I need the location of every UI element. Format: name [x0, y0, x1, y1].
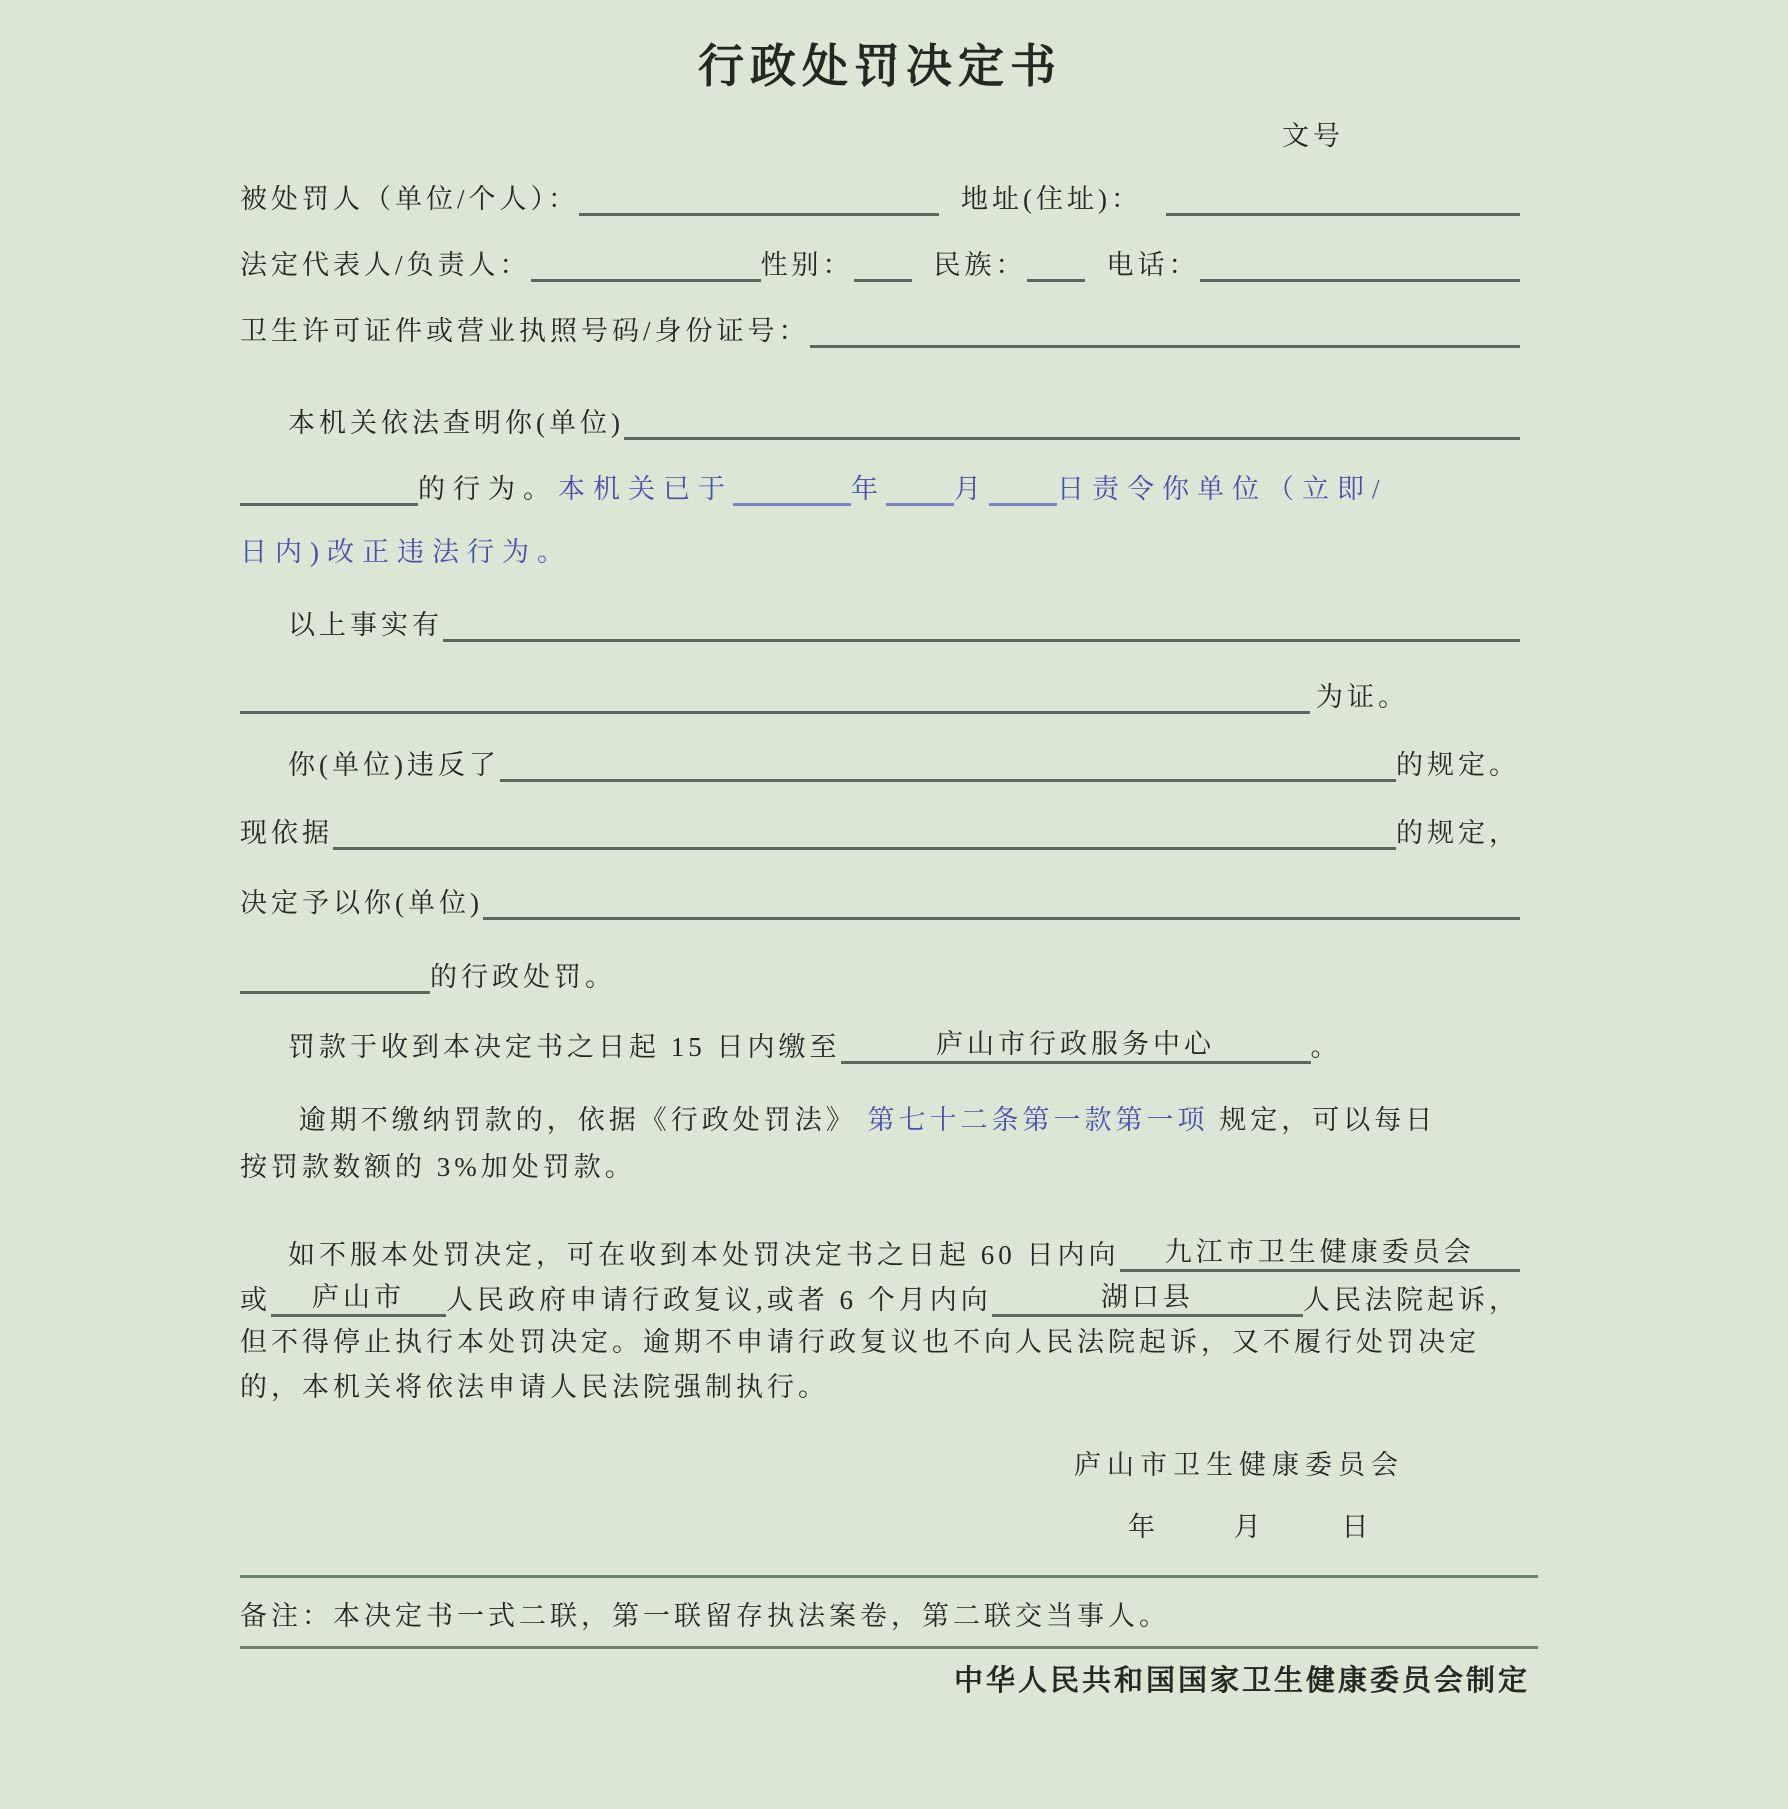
violation-blank	[500, 748, 1396, 782]
appeal-suffix: 人民法院起诉，	[1303, 1285, 1520, 1315]
facts-line-2	[240, 674, 1520, 714]
phone-label: 电话：	[1106, 250, 1200, 280]
issuing-authority: 庐山市卫生健康委员会	[1074, 1450, 1404, 1480]
fine-prefix: 罚款于收到本决定书之日起 15 日内缴至	[288, 1032, 841, 1062]
appeal-court-value: 湖口县	[1100, 1282, 1194, 1312]
fine-place-blank	[841, 1022, 1311, 1064]
order-year-blank	[733, 472, 851, 506]
overdue-clause: 第七十二条第一款第一项	[867, 1105, 1209, 1135]
overdue-prefix: 逾期不缴纳罚款的，依据《行政处罚法》	[298, 1105, 857, 1135]
appeal-line-3: 但不得停止执行本处罚决定。逾期不申请行政复议也不向人民法院起诉，又不履行处罚决定	[240, 1327, 1480, 1357]
behavior-suffix: 的行为。	[418, 474, 558, 504]
decision-line-1	[240, 880, 1520, 920]
appeal-line-1	[240, 1232, 1520, 1272]
decision-suffix: 的行政处罚。	[430, 962, 616, 992]
appeal-mid: 人民政府申请行政复议,或者 6 个月内向	[446, 1285, 992, 1315]
order-day-blank	[989, 472, 1057, 506]
address-label: 地址(住址)：	[961, 184, 1142, 214]
address-blank	[1166, 182, 1520, 216]
license-label: 卫生许可证件或营业执照号码/身份证号：	[240, 316, 810, 346]
appeal-court-blank	[992, 1275, 1303, 1317]
facts-blank	[443, 608, 1520, 642]
penalized-line	[240, 176, 1520, 216]
doc-number-label: 文号	[1282, 121, 1344, 151]
appeal-prefix: 如不服本处罚决定，可在收到本处罚决定书之日起 60 日内向	[288, 1240, 1120, 1270]
basis-blank	[333, 816, 1396, 850]
footer-note: 备注：本决定书一式二联，第一联留存执法案卷，第二联交当事人。	[240, 1601, 1170, 1631]
investigation-line-2	[240, 466, 1520, 506]
order-prefix: 本机关已于	[558, 474, 733, 504]
facts-line-1	[240, 602, 1520, 642]
appeal-or: 或	[240, 1285, 271, 1315]
decision-prefix: 决定予以你(单位)	[240, 888, 483, 918]
legal-rep-line	[240, 242, 1520, 282]
basis-line	[240, 810, 1520, 850]
overdue-line-1	[240, 1100, 1520, 1140]
appeal-org1-blank	[1120, 1230, 1521, 1272]
overdue-line-2: 按罚款数额的 3%加处罚款。	[240, 1152, 636, 1182]
fine-line	[240, 1024, 1520, 1064]
fine-place-value: 庐山市行政服务中心	[936, 1029, 1215, 1059]
date-year-label: 年	[1128, 1512, 1159, 1542]
date-month-label: 月	[1233, 1512, 1265, 1542]
appeal-gov-value: 庐山市	[312, 1282, 405, 1312]
footer-divider-top	[240, 1575, 1538, 1578]
decision-blank-2	[240, 960, 430, 994]
violation-line	[240, 742, 1520, 782]
gender-blank	[854, 248, 912, 282]
investigation-line-1	[240, 400, 1520, 440]
appeal-gov-blank	[271, 1275, 446, 1317]
penalized-label: 被处罚人（单位/个人）：	[240, 184, 580, 214]
appeal-line-2	[240, 1277, 1520, 1317]
investigation-blank	[624, 406, 1520, 440]
appeal-line-4: 的，本机关将依法申请人民法院强制执行。	[240, 1372, 829, 1402]
violation-prefix: 你(单位)违反了	[288, 750, 500, 780]
footer-issuer: 中华人民共和国国家卫生健康委员会制定	[953, 1665, 1530, 1697]
basis-suffix: 的规定，	[1396, 818, 1520, 848]
basis-prefix: 现依据	[240, 818, 333, 848]
date-day-label: 日	[1341, 1512, 1373, 1542]
appeal-org1-value: 九江市卫生健康委员会	[1164, 1237, 1475, 1267]
order-month-label: 月	[954, 474, 989, 504]
license-line	[240, 308, 1520, 348]
doc-number-row	[240, 118, 1520, 154]
violation-suffix: 的规定。	[1396, 750, 1520, 780]
overdue-suffix: 规定，可以每日	[1219, 1105, 1437, 1135]
gender-label: 性别：	[760, 250, 854, 280]
order-month-blank	[886, 472, 954, 506]
investigation-line-3: 日内)改正违法行为。	[240, 537, 572, 567]
behavior-blank	[240, 472, 418, 506]
investigation-prefix: 本机关依法查明你(单位)	[288, 408, 624, 438]
facts-suffix: 为证。	[1316, 682, 1409, 712]
order-year-label: 年	[851, 474, 886, 504]
facts-blank-2	[240, 680, 1310, 714]
penalized-blank	[579, 182, 939, 216]
facts-prefix: 以上事实有	[288, 610, 443, 640]
signature-date-line	[240, 1507, 1520, 1547]
fine-period: 。	[1310, 1032, 1342, 1062]
document-title: 行政处罚决定书	[698, 40, 1062, 92]
decision-blank	[483, 886, 1520, 920]
order-day-suffix: 日责令你单位（立即/	[1057, 474, 1388, 504]
footer-divider-bottom	[240, 1646, 1538, 1649]
ethnicity-label: 民族：	[933, 250, 1027, 280]
ethnicity-blank	[1027, 248, 1085, 282]
legal-rep-blank	[531, 248, 761, 282]
decision-line-2	[240, 954, 1520, 994]
legal-rep-label: 法定代表人/负责人：	[240, 250, 531, 280]
phone-blank	[1200, 248, 1520, 282]
license-blank	[810, 314, 1520, 348]
